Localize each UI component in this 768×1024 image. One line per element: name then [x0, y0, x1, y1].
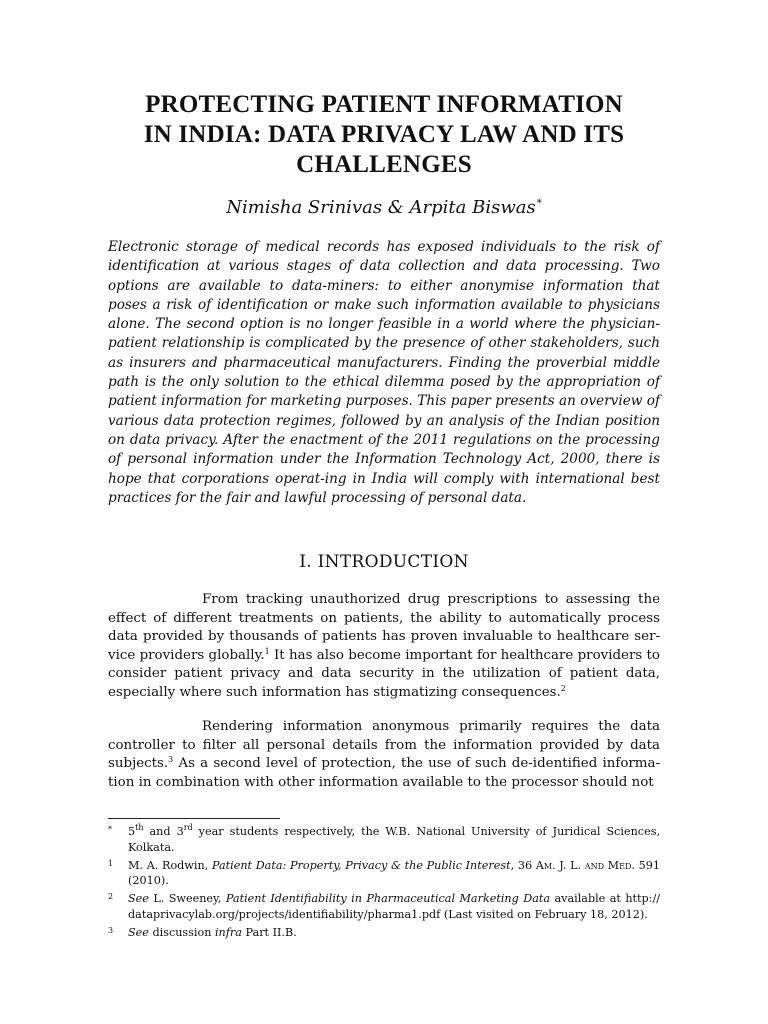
footnote-1	[108, 858, 660, 889]
footnote-1-author: M. A. Rodwin,	[128, 858, 212, 872]
paper-page	[108, 0, 660, 1024]
abstract: Electronic storage of medical records has exposed individuals to the risk of identification at various stages of data collection and data processing. Two options are available to data-miners: to either anonymise information that poses a risk of identification or make such information available to physicians alone. The second option is no longer feasible in a world where the physician-patient relationship is complicated by the presence of other stakeholders, such as insurers and pharmaceutical manufacturers. Finding the proverbial middle path is the only solution to the ethical dilemma posed by the appropriation of patient information for marketing purposes. This paper presents an overview of various data protection regimes, followed by an analysis of the Indian position on data privacy. After the enactment of the 2011 regulations on the processing of personal information under the Information Technology Act, 2000, there is hope that corporations operat-ing in India will comply with international best practices for the fair and lawful processing of personal data.	[108, 239, 660, 506]
footnote-star-ordinal-2: 3	[176, 825, 184, 838]
footnote-1-pages: 591 (2010).	[128, 858, 660, 887]
footnote-1-marker: 1	[108, 858, 114, 868]
paragraph-1-text-a: From tracking unauthorized drug prescriptions to assessing the effect of different treatments on patients, the ability to automatically process data provided by thousands of patients has proven invaluable to healthcare ser-vice providers globally.	[108, 592, 660, 663]
title-line-1: PROTECTING PATIENT INFORMATION	[145, 91, 623, 118]
footnote-star-ordinal-1-suffix: th	[135, 823, 144, 832]
footnote-1-title: Patient Data: Property, Privacy & the Public Interest	[211, 858, 511, 872]
footnote-separator	[108, 818, 280, 819]
footnote-3-see: See	[128, 925, 149, 939]
footnote-3	[108, 925, 660, 941]
section-heading-introduction: I. INTRODUCTION	[299, 552, 469, 572]
body-paragraph-1	[108, 591, 660, 703]
article-title	[108, 90, 660, 180]
footnote-3-infra: infra	[214, 925, 242, 939]
author-footnote-marker[interactable]: *	[536, 198, 542, 209]
footnote-ref-1[interactable]: 1	[264, 646, 270, 656]
footnote-1-journal: Am. J. L. and Med.	[535, 858, 635, 872]
title-line-2: IN INDIA: DATA PRIVACY LAW AND ITS	[143, 121, 625, 148]
footnote-2-title: Patient Identifiability in Pharmaceutical Marketing Data	[225, 892, 551, 905]
footnote-2-see: See	[128, 892, 149, 905]
author-names: Nimisha Srinivas & Arpita Biswas	[226, 197, 536, 218]
footnote-2-author: L. Sweeney,	[148, 892, 226, 905]
footnote-ref-2[interactable]: 2	[560, 683, 566, 693]
article-authors	[108, 195, 660, 221]
footnotes	[108, 824, 660, 943]
footnote-ref-3[interactable]: 3	[168, 755, 174, 765]
footnote-3-marker: 3	[108, 925, 114, 935]
footnote-2-marker: 2	[108, 892, 114, 901]
footnote-star-ordinal-2-suffix: rd	[183, 823, 193, 832]
footnote-star-text: year students respectively, the W.B. National University of Juridical Sciences, Kolkata.	[128, 825, 660, 854]
footnote-3-discussion: discussion	[148, 925, 215, 939]
paragraph-1-text-b: It has also become important for healthcare providers to consider patient privacy and data security in the utilization of patient data, especially where such information has stigmatizing consequences.	[108, 647, 660, 700]
footnote-star-and: and	[143, 825, 177, 838]
paragraph-2-text-a: Rendering information anonymous primarily requires the data controller to filter all personal details from the information provided by data subjects.	[108, 719, 660, 772]
footnote-2	[108, 891, 660, 922]
footnote-star-marker: *	[108, 825, 112, 834]
paragraph-2-text-b: As a second level of protection, the use of such de-identified informa-tion in combination with other information available to the processor should not	[108, 756, 660, 790]
footnote-1-volume: , 36	[510, 858, 536, 872]
footnote-star-ordinal-1: 5	[128, 825, 136, 838]
footnote-star	[108, 824, 660, 855]
footnote-3-part: Part II.B.	[241, 925, 297, 939]
footnote-2-url-text[interactable]: available at http:// dataprivacylab.org/projects/identifiability/pharma1.pdf (Last visited on February 18, 2012).	[128, 892, 660, 921]
body-paragraph-2	[108, 718, 660, 792]
title-line-3: CHALLENGES	[296, 151, 472, 178]
